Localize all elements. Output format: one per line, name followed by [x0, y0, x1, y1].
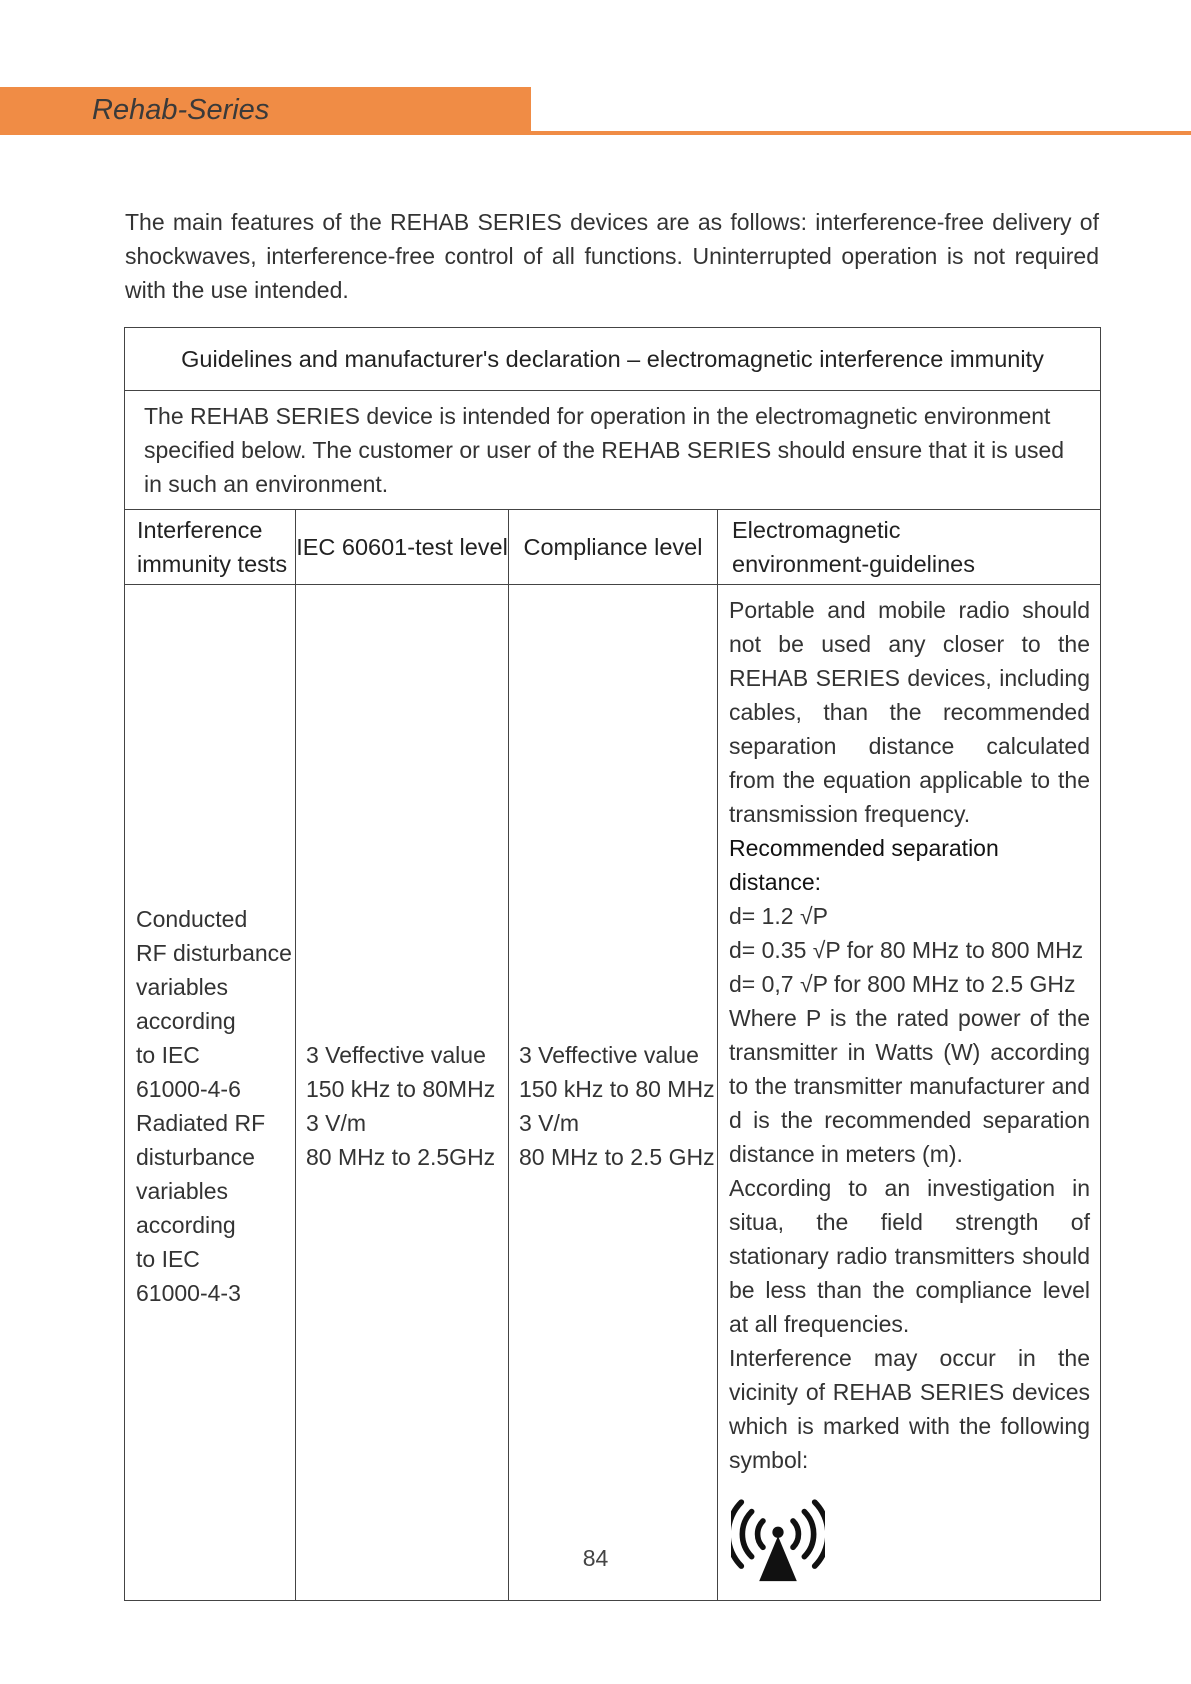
col-header-tests-line: immunity tests	[137, 551, 288, 577]
col-header-tests-line: Interference	[137, 517, 263, 543]
col-header-compliance: Compliance level	[509, 510, 718, 585]
guideline-paragraph: According to an investigation in situa, the field strength of stationary radio transmitters should be less than the compliance level at all frequencies.	[729, 1175, 1090, 1337]
tests-line: Conducted	[136, 905, 248, 932]
formula-line: d= 0,7 √P for 800 MHz to 2.5 GHz	[729, 971, 1076, 997]
formula-line: d= 0.35 √P for 80 MHz to 800 MHz	[729, 937, 1084, 963]
guideline-paragraph: Interference may occur in the vicinity of REHAB SERIES devices which is marked with the following symbol:	[729, 1345, 1090, 1473]
intro-paragraph: The main features of the REHAB SERIES devices are as follows: interference-free delivery of shockwaves, interference-free control of all functions. Uninterrupted operation is not required with the use intended.	[125, 209, 1099, 303]
table-intro	[125, 391, 1101, 510]
test-level-line: 80 MHz to 2.5GHz	[306, 1143, 496, 1170]
tests-line: variables	[136, 1177, 229, 1204]
table-intro-line: specified below. The customer or user of the REHAB SERIES should ensure that it is used	[144, 437, 1065, 463]
header-title: Rehab-Series	[92, 94, 270, 126]
test-level-line: 3 Veffective value	[306, 1041, 486, 1068]
table-intro-line: The REHAB SERIES device is intended for operation in the electromagnetic environment	[144, 403, 1051, 429]
compliance-line: 80 MHz to 2.5 GHz	[519, 1143, 715, 1170]
compliance-cell	[509, 585, 718, 1601]
table-intro-line: in such an environment.	[144, 471, 389, 497]
separation-distance-heading: Recommended separation distance:	[729, 835, 999, 895]
col-header-guidelines	[718, 510, 1101, 585]
header-rule	[531, 131, 1191, 135]
tests-cell	[125, 585, 296, 1601]
col-header-guidelines-line: environment-guidelines	[732, 551, 975, 577]
tests-line: Radiated RF	[136, 1109, 266, 1136]
tests-line: according	[136, 1211, 236, 1238]
compliance-line: 3 Veffective value	[519, 1041, 699, 1068]
test-level-cell	[296, 585, 509, 1601]
tests-line: 61000-4-3	[136, 1279, 241, 1306]
page-number: 84	[582, 1545, 609, 1571]
emc-immunity-table	[124, 327, 1101, 1601]
guideline-paragraph: Where P is the rated power of the transmitter in Watts (W) according to the transmitter manufacturer and d is the recommended separation distance in meters (m).	[729, 1005, 1090, 1167]
test-level-line: 150 kHz to 80MHz	[306, 1075, 496, 1102]
tests-line: RF disturbance	[136, 939, 292, 966]
col-header-tests	[125, 510, 296, 585]
table-title: Guidelines and manufacturer's declaration – electromagnetic interference immunity	[125, 328, 1101, 391]
compliance-line: 150 kHz to 80 MHz	[519, 1075, 715, 1102]
tests-line: variables	[136, 973, 229, 1000]
tests-line: disturbance	[136, 1143, 255, 1170]
col-header-test-level: IEC 60601-test level	[296, 510, 509, 585]
compliance-line: 3 V/m	[519, 1109, 580, 1136]
tests-line: to IEC	[136, 1041, 200, 1068]
test-level-line: 3 V/m	[306, 1109, 367, 1136]
col-header-guidelines-line: Electromagnetic	[732, 517, 901, 543]
guideline-paragraph: Portable and mobile radio should not be used any closer to the REHAB SERIES devices, including cables, than the recommended separation distance calculated from the equation applicable to the transmission frequency.	[729, 597, 1090, 827]
tests-line: to IEC	[136, 1245, 200, 1272]
guidelines-cell	[718, 585, 1101, 1601]
formula-line: d= 1.2 √P	[729, 903, 828, 929]
tests-line: 61000-4-6	[136, 1075, 241, 1102]
tests-line: according	[136, 1007, 236, 1034]
